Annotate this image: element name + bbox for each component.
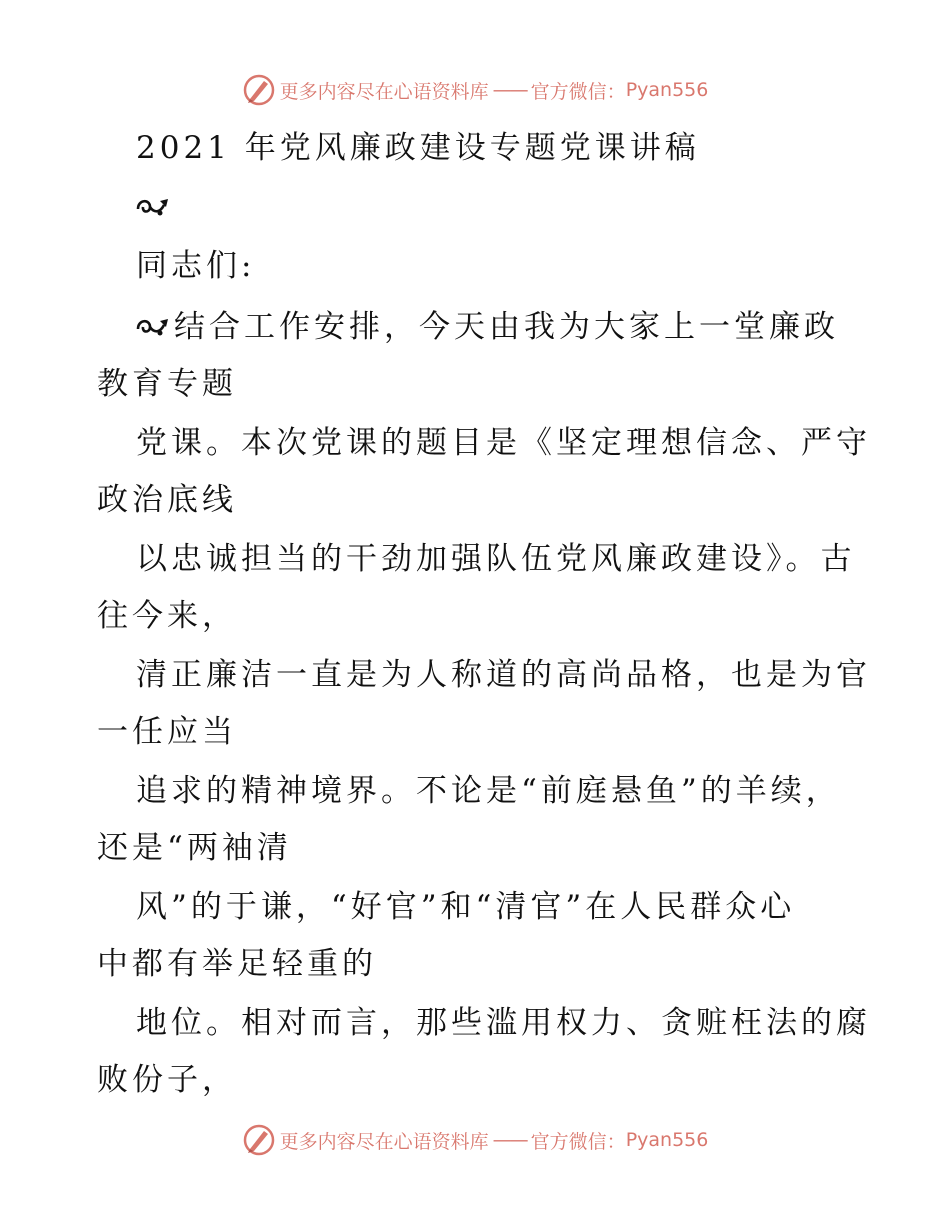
pen-logo-icon [242, 1123, 276, 1157]
paragraph-line: 地位。相对而言，那些滥用权力、贪赃枉法的腐 [136, 1005, 871, 1041]
paragraph-line: 教育专题 [97, 366, 237, 402]
paragraph-line: 以忠诚担当的干劲加强队伍党风廉政建设》。古 [136, 541, 856, 577]
paragraph-line: 党课。本次党课的题目是《坚定理想信念、严守 [136, 425, 871, 461]
watermark-wechat-id: Pyan556 [625, 79, 709, 101]
watermark-separator: —— [492, 79, 527, 101]
salutation: 同志们: [136, 248, 256, 284]
header-watermark [0, 70, 950, 110]
document-title: 2021 年党风廉政建设专题党课讲稿 [136, 130, 700, 166]
watermark-wechat-label: 官方微信： [530, 1130, 626, 1153]
watermark-wechat-id: Pyan556 [625, 1129, 709, 1151]
paragraph-line-text: 结合工作安排，今天由我为大家上一堂廉政 [174, 309, 839, 345]
paragraph-line: 政治底线 [97, 482, 237, 518]
paragraph-line: 还是“两袖清 [97, 830, 292, 866]
paragraph-line: 一任应当 [97, 714, 237, 750]
watermark-wechat-label: 官方微信： [530, 80, 626, 103]
watermark-separator: —— [492, 1129, 527, 1151]
paragraph-line: 中都有举足轻重的 [97, 946, 377, 982]
flourish-icon [136, 315, 172, 339]
flourish-line [136, 187, 174, 227]
paragraph-line: 清正廉洁一直是为人称道的高尚品格，也是为官 [136, 657, 871, 693]
paragraph-line: 风”的于谦，“好官”和“清官”在人民群众心 [136, 889, 796, 925]
paragraph-line: 追求的精神境界。不论是“前庭悬鱼”的羊续， [136, 773, 841, 809]
paragraph-line: 败份子， [97, 1062, 237, 1098]
pen-logo-icon [242, 73, 276, 107]
watermark-text: 更多内容尽在心语资料库 [279, 80, 489, 103]
paragraph-line: 往今来， [97, 598, 237, 634]
paragraph-line [136, 307, 839, 347]
watermark-text: 更多内容尽在心语资料库 [279, 1130, 489, 1153]
flourish-icon [136, 195, 172, 219]
footer-watermark [0, 1120, 950, 1160]
